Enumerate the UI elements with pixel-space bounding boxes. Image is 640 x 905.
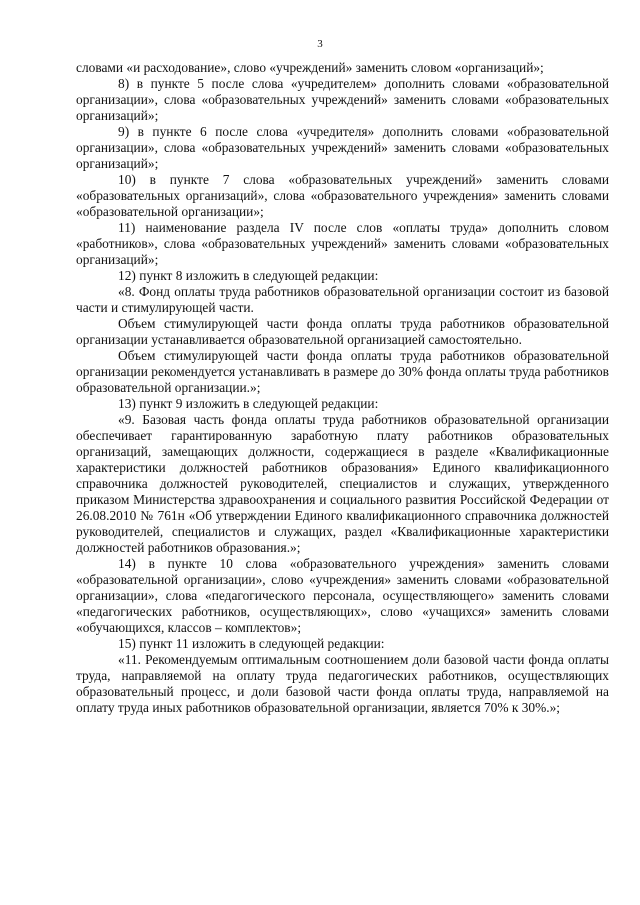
- paragraph: 15) пункт 11 изложить в следующей редакции:: [118, 636, 385, 651]
- paragraph: 12) пункт 8 изложить в следующей редакции:: [118, 268, 379, 283]
- paragraph: Объем стимулирующей части фонда оплаты труда работников образовательной организации рекомендуется устанавливать в размере до 30% фонда оплаты труда работников образовательной организации.»;: [76, 348, 609, 395]
- paragraph: «11. Рекомендуемым оптимальным соотношением доли базовой части фонда оплаты труда, направляемой на оплату труда педагогических работников, осуществляющих образовательный процесс, и доли базовой части фонда оплаты труда, направляемой на оплату труда иных работников образовательной организации, является 70% к 30%.»;: [76, 652, 609, 715]
- paragraph: 8) в пункте 5 после слова «учредителем» дополнить словами «образовательной организации», слова «образовательных учреждений» заменить словами «образовательных организаций»;: [76, 76, 609, 123]
- page-number: 3: [317, 38, 323, 50]
- paragraph: Объем стимулирующей части фонда оплаты труда работников образовательной организации устанавливается образовательной организацией самостоятельно.: [76, 316, 609, 347]
- paragraph: 9) в пункте 6 после слова «учредителя» дополнить словами «образовательной организации», слова «образовательных учреждений» заменить словами «образовательных организаций»;: [76, 124, 609, 171]
- paragraph: 10) в пункте 7 слова «образовательных учреждений» заменить словами «образовательных организаций», слова «образовательного учреждения» заменить словами «образовательной организации»;: [76, 172, 609, 219]
- paragraph: «8. Фонд оплаты труда работников образовательной организации состоит из базовой части и стимулирующей части.: [76, 284, 609, 315]
- paragraph: 11) наименование раздела IV после слов «оплаты труда» дополнить словом «работников», слова «образовательных учреждений» заменить словами «образовательных организаций»;: [76, 220, 609, 267]
- paragraph: 13) пункт 9 изложить в следующей редакции:: [118, 396, 379, 411]
- paragraph: «9. Базовая часть фонда оплаты труда работников образовательной организации обеспечивает гарантированную заработную плату работников образовательных организаций, замещающих должности, содержащиеся в разделе «Квалификационные характеристики должностей работников образования» Единого квалификационного справочника должностей руководителей, специалистов и служащих, утвержденного приказом Министерства здравоохранения и социального развития Российской Федерации от 26.08.2010 № 761н «Об утверждении Единого квалификационного справочника должностей руководителей, специалистов и служащих, раздел «Квалификационные характеристики должностей работников образования.»;: [76, 412, 609, 555]
- paragraph: словами «и расходование», слово «учреждений» заменить словом «организаций»;: [76, 60, 544, 75]
- paragraph: 14) в пункте 10 слова «образовательного учреждения» заменить словами «образовательной организации», слово «учреждения» заменить словами «образовательной организации», слова «педагогического персонала, осуществляющего» заменить словами «педагогических работников, осуществляющих», слово «учащихся» заменить словами «обучающихся, классов – комплектов»;: [76, 556, 609, 635]
- document-body: [76, 60, 609, 716]
